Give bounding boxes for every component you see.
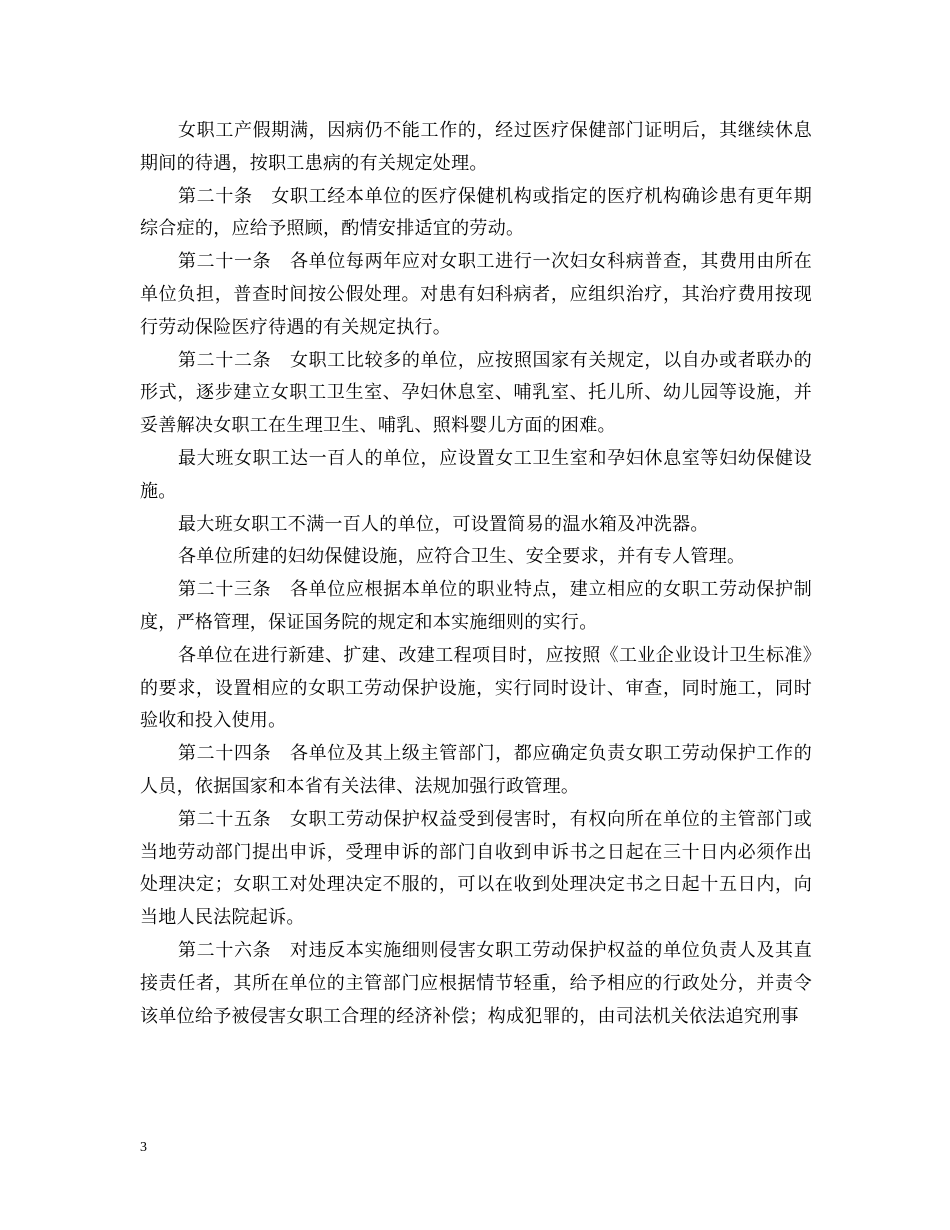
paragraph: 第二十五条 女职工劳动保护权益受到侵害时，有权向所在单位的主管部门或当地劳动部门提出申诉，受理申诉的部门自收到申诉书之日起在三十日内必须作出处理决定；女职工对处理决定不服的，可以在收到处理决定书之日起十五日内，向当地人民法院起诉。 (140, 808, 812, 929)
paragraph: 最大班女职工达一百人的单位，应设置女工卫生室和孕妇休息室等妇幼保健设施。 (140, 447, 812, 502)
paragraph: 第二十一条 各单位每两年应对女职工进行一次妇女科病普查，其费用由所在单位负担，普查时间按公假处理。对患有妇科病者，应组织治疗，其治疗费用按现行劳动保险医疗待遇的有关规定执行。 (140, 251, 812, 338)
paragraph: 第二十三条 各单位应根据本单位的职业特点，建立相应的女职工劳动保护制度，严格管理，保证国务院的规定和本实施细则的实行。 (140, 579, 812, 633)
paragraph: 第二十二条 女职工比较多的单位，应按照国家有关规定，以自办或者联办的形式，逐步建立女职工卫生室、孕妇休息室、哺乳室、托儿所、幼儿园等设施，并妥善解决女职工在生理卫生、哺乳、照料婴儿方面的困难。 (140, 349, 812, 437)
paragraph: 各单位所建的妇幼保健设施，应符合卫生、安全要求，并有专人管理。 (178, 546, 746, 568)
paragraph: 第二十条 女职工经本单位的医疗保健机构或指定的医疗机构确诊患有更年期综合症的，应给予照顾，酌情安排适宜的劳动。 (140, 185, 812, 240)
paragraph: 第二十六条 对违反本实施细则侵害女职工劳动保护权益的单位负责人及其直接责任者，其所在单位的主管部门应根据情节轻重，给予相应的行政处分，并责令该单位给予被侵害女职工合理的经济补偿；构成犯罪的，由司法机关依法追究刑事 (140, 939, 812, 1027)
paragraph: 各单位在进行新建、扩建、改建工程项目时，应按照《工业企业设计卫生标准》的要求，设置相应的女职工劳动保护设施，实行同时设计、审查，同时施工，同时验收和投入使用。 (140, 644, 812, 732)
paragraph: 女职工产假期满，因病仍不能工作的，经过医疗保健部门证明后，其继续休息期间的待遇，按职工患病的有关规定处理。 (140, 120, 812, 174)
page-number: 3 (140, 1140, 147, 1155)
paragraph: 最大班女职工不满一百人的单位，可设置简易的温水箱及冲洗器。 (178, 513, 709, 535)
paragraph: 第二十四条 各单位及其上级主管部门，都应确定负责女职工劳动保护工作的人员，依据国家和本省有关法律、法规加强行政管理。 (140, 743, 812, 797)
document-body (140, 115, 812, 1033)
